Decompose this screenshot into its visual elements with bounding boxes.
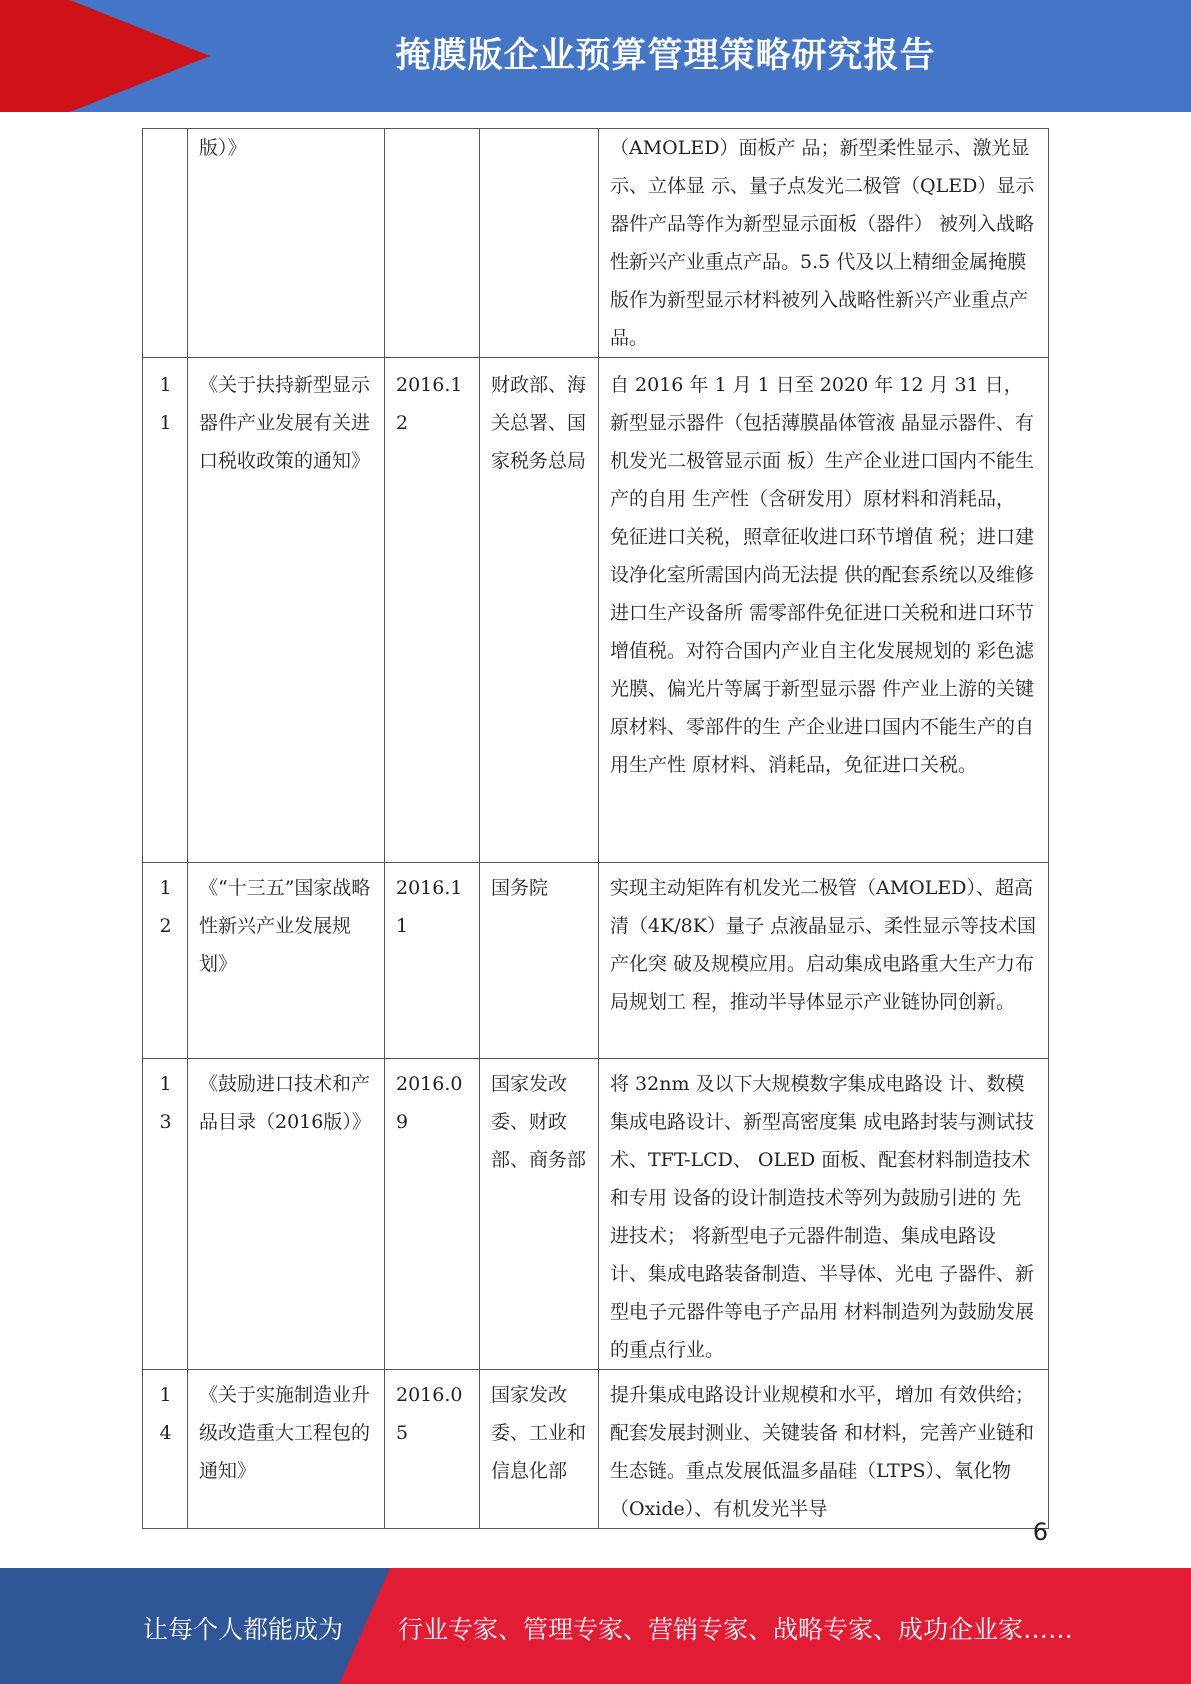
policy-content: 实现主动矩阵有机发光二极管（AMOLED）、超高清（4K/8K）量子 点液晶显示、柔性显示等技术国产化突 破及规模应用。启动集成电路重大生产力布局规划工 程，推动半导体显示产业链协同创新。	[599, 863, 1049, 1059]
table-row	[143, 1370, 1049, 1529]
table-row	[143, 129, 1049, 358]
policy-name: 《“十三五”国家战略性新兴产业发展规划》	[188, 863, 385, 1059]
policy-department: 国务院	[480, 863, 599, 1059]
table-row	[143, 863, 1049, 1059]
policy-date: 2016.09	[385, 1059, 480, 1370]
policy-date: 2016.05	[385, 1370, 480, 1529]
policy-name: 《关于扶持新型显示器件产业发展有关进口税收政策的通知》	[188, 358, 385, 863]
policy-date: 2016.11	[385, 863, 480, 1059]
header-red-block	[0, 0, 70, 112]
table-row	[143, 358, 1049, 863]
footer-slogan-right: 行业专家、管理专家、营销专家、战略专家、成功企业家……	[398, 1615, 1074, 1644]
policy-department: 国家发改委、财政部、商务部	[480, 1059, 599, 1370]
policy-date	[385, 129, 480, 358]
row-number	[143, 129, 188, 358]
policy-department	[480, 129, 599, 358]
header-chevron	[70, 0, 210, 112]
row-number: 14	[143, 1370, 188, 1529]
policy-content: 将 32nm 及以下大规模数字集成电路设 计、数模集成电路设计、新型高密度集 成电路封装与测试技术、TFT-LCD、 OLED 面板、配套材料制造技术和专用 设备的设计制造技术等列为鼓励引进的 先进技术； 将新型电子元器件制造、集成电路设 计、集成电路装备制造、半导体、光电 子器件、新型电子元器件等电子产品用 材料制造列为鼓励发展的重点行业。	[599, 1059, 1049, 1370]
footer-slogan-left: 让每个人都能成为	[143, 1615, 344, 1644]
policy-content: 提升集成电路设计业规模和水平，增加 有效供给；配套发展封测业、关键装备 和材料，完善产业链和生态链。重点发展低温多晶硅（LTPS）、氧化物 （Oxide）、有机发光半导	[599, 1370, 1049, 1529]
policy-name: 《关于实施制造业升级改造重大工程包的通知》	[188, 1370, 385, 1529]
row-number: 13	[143, 1059, 188, 1370]
report-title: 掩膜版企业预算管理策略研究报告	[395, 36, 936, 76]
policy-content: （AMOLED）面板产 品；新型柔性显示、激光显示、立体显 示、量子点发光二极管（QLED）显示 器件产品等作为新型显示面板（器件） 被列入战略性新兴产业重点产品。5.5 代及以上精细金属掩膜版作为新型显示材料被列入战略性新兴产业重点产品。	[599, 129, 1049, 358]
page-footer	[0, 1568, 1191, 1684]
policy-date: 2016.12	[385, 358, 480, 863]
page-header	[0, 0, 1191, 112]
page-number: 6	[1032, 1518, 1048, 1546]
policy-name: 《鼓励进口技术和产品目录（2016版）》	[188, 1059, 385, 1370]
policy-content: 自 2016 年 1 月 1 日至 2020 年 12 月 31 日，新型显示器件（包括薄膜晶体管液 晶显示器件、有机发光二极管显示面 板）生产企业进口国内不能生产的自用 生产性（含研发用）原材料和消耗品， 免征进口关税，照章征收进口环节增值 税；进口建设净化室所需国内尚无法提 供的配套系统以及维修进口生产设备所 需零部件免征进口关税和进口环节增值税。对符合国内产业自主化发展规划的 彩色滤光膜、偏光片等属于新型显示器 件产业上游的关键原材料、零部件的生 产企业进口国内不能生产的自用生产性 原材料、消耗品，免征进口关税。	[599, 358, 1049, 863]
table-row	[143, 1059, 1049, 1370]
policy-department: 财政部、海关总署、国家税务总局	[480, 358, 599, 863]
policy-department: 国家发改委、工业和信息化部	[480, 1370, 599, 1529]
row-number: 11	[143, 358, 188, 863]
policy-name: 版）》	[188, 129, 385, 358]
policy-table	[142, 128, 1049, 1529]
row-number: 12	[143, 863, 188, 1059]
